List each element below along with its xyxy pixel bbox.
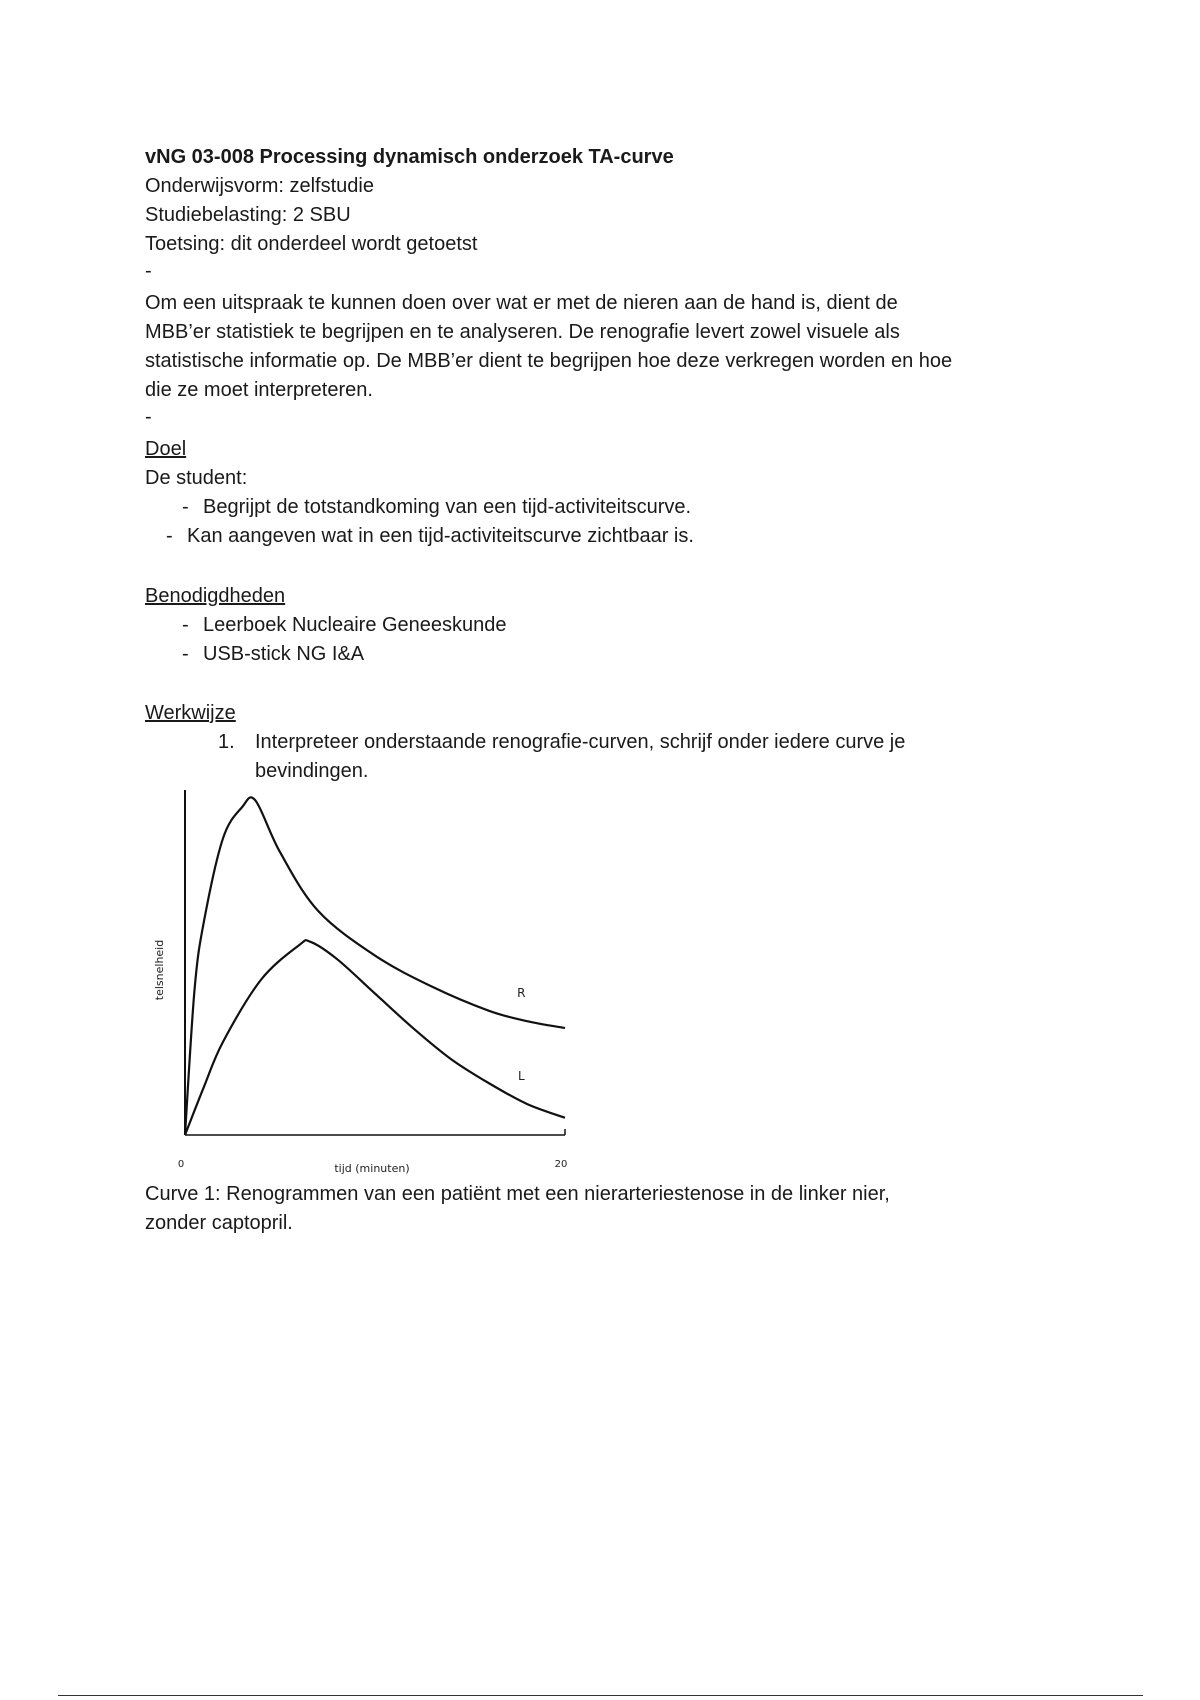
caption-line: Curve 1: Renogrammen van een patiënt met een nierarteriestenose in de linker nier, — [145, 1183, 890, 1205]
werkwijze-heading: Werkwijze — [145, 702, 236, 724]
intro-line: Om een uitspraak te kunnen doen over wat er met de nieren aan de hand is, dient de — [145, 292, 898, 314]
x-tick-label: 0 — [177, 1159, 185, 1170]
benodigdheden-item — [145, 640, 1065, 669]
doel-lead: De student: — [145, 467, 248, 489]
document-header — [145, 143, 1065, 259]
intro-dash: - — [145, 260, 152, 282]
meta-toetsing: Toetsing: dit onderdeel wordt getoetst — [145, 233, 478, 255]
doel-bullet: - — [182, 496, 189, 518]
intro-section — [145, 260, 1065, 405]
benodigdheden-section — [145, 582, 1065, 669]
werkwijze-item-number: 1. — [218, 731, 235, 753]
doel-item — [145, 493, 1065, 522]
figure-caption — [145, 1180, 1065, 1238]
x-axis-label: tijd (minuten) — [334, 1162, 410, 1175]
doel-bullet: - — [166, 525, 173, 547]
doel-dash: - — [145, 406, 152, 428]
intro-line: MBB’er statistiek te begrijpen en te analyseren. De renografie levert zowel visuele als — [145, 321, 900, 343]
werkwijze-item-line: Interpreteer onderstaande renografie-curven, schrijf onder iedere curve je — [255, 731, 906, 753]
series-line-l — [185, 940, 565, 1135]
doel-item — [145, 522, 1065, 551]
x-tick-label: 20 — [554, 1159, 568, 1170]
benodigdheden-item-text: USB-stick NG I&A — [203, 643, 365, 665]
benodigdheden-item — [145, 611, 1065, 640]
werkwijze-section — [145, 699, 1065, 786]
meta-onderwijsvorm: Onderwijsvorm: zelfstudie — [145, 175, 374, 197]
benodigdheden-heading: Benodigdheden — [145, 585, 286, 607]
caption-line: zonder captopril. — [145, 1212, 293, 1234]
meta-studiebelasting: Studiebelasting: 2 SBU — [145, 204, 351, 226]
series-label-r: R — [517, 986, 526, 1001]
footer-rule — [58, 1695, 1143, 1696]
werkwijze-item-line: bevindingen. — [255, 760, 369, 782]
intro-line: die ze moet interpreteren. — [145, 379, 373, 401]
intro-line: statistische informatie op. De MBB’er dient te begrijpen hoe deze verkregen worden en hoe — [145, 350, 953, 372]
series-label-l: L — [517, 1068, 525, 1083]
benodigdheden-bullet: - — [182, 614, 189, 636]
doel-item-text: Kan aangeven wat in een tijd-activiteitscurve zichtbaar is. — [187, 525, 694, 547]
document-title: vNG 03-008 Processing dynamisch onderzoek TA-curve — [145, 146, 674, 168]
series-line-r — [185, 797, 565, 1135]
doel-heading: Doel — [145, 438, 187, 460]
doel-item-text: Begrijpt de totstandkoming van een tijd-activiteitscurve. — [203, 496, 692, 518]
werkwijze-item — [145, 728, 1065, 786]
renogram-chart — [140, 780, 600, 1190]
doel-section — [145, 406, 1065, 551]
benodigdheden-item-text: Leerboek Nucleaire Geneeskunde — [203, 614, 507, 636]
y-axis-label: telsnelheid — [153, 939, 166, 1001]
benodigdheden-bullet: - — [182, 643, 189, 665]
